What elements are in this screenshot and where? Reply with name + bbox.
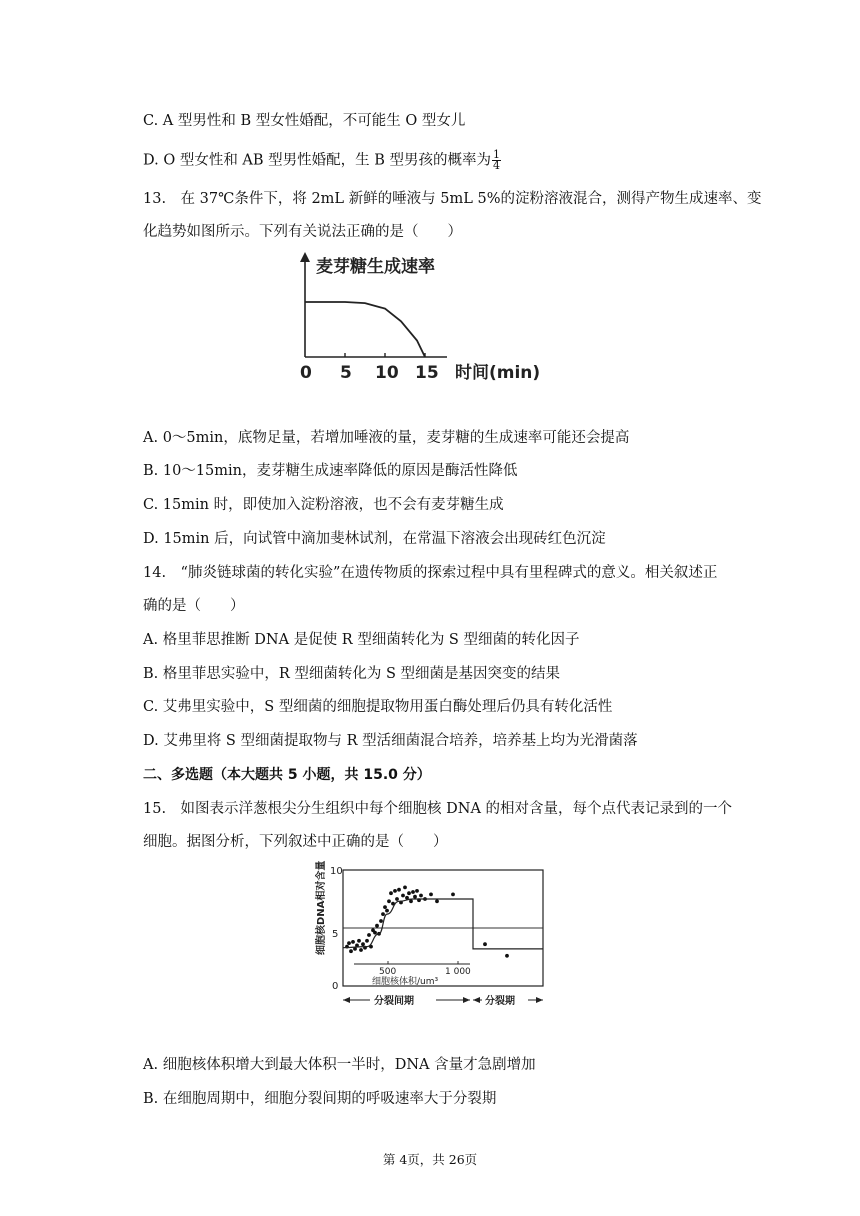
data-point [385, 909, 389, 913]
y-axis-label: 细胞核DNA相对含量 [316, 860, 327, 955]
q14-option-b: B. 格里菲思实验中，R 型细菌转化为 S 型细菌是基因突变的结果 [143, 666, 561, 682]
q15-option-b: B. 在细胞周期中，细胞分裂间期的呼吸速率大于分裂期 [143, 1091, 497, 1107]
data-point [375, 924, 379, 928]
data-point [505, 954, 509, 958]
data-point [419, 894, 423, 898]
q15-chart [310, 860, 555, 1015]
data-point [411, 890, 415, 894]
data-point [357, 939, 361, 943]
page-footer: 第 4页，共 26页 [382, 1152, 478, 1167]
data-point [403, 886, 407, 890]
q12-option-d-text: D. O 型女性和 AB 型男性婚配，生 B 型男孩的概率为 [143, 152, 492, 169]
arrowhead [343, 997, 350, 1003]
data-point [451, 893, 455, 897]
data-point [389, 891, 393, 895]
data-point [387, 899, 391, 903]
fraction [492, 150, 501, 171]
arrowhead [463, 997, 470, 1003]
x-tick-label: 5 [340, 363, 352, 383]
section-heading: 二、多选题（本大题共 5 小题，共 15.0 分） [143, 767, 431, 783]
arrowhead [473, 997, 480, 1003]
q14-option-c: C. 艾弗里实验中，S 型细菌的细胞提取物用蛋白酶处理后仍具有转化活性 [143, 699, 613, 715]
data-point [435, 899, 439, 903]
y-axis-label: 麦芽糖生成速率 [316, 257, 435, 277]
data-point [393, 889, 397, 893]
data-point [361, 942, 365, 946]
q13-option-d: D. 15min 后，向试管中滴加斐林试剂，在常温下溶液会出现砖红色沉淀 [143, 531, 606, 547]
q13-chart [292, 250, 562, 390]
data-point [351, 940, 355, 944]
x-tick-label: 10 [375, 363, 399, 383]
q14-stem-line2: 确的是（ ） [143, 598, 245, 614]
fraction-numerator: 1 [493, 148, 501, 161]
data-point [409, 899, 413, 903]
x-tick-label: 15 [415, 363, 439, 383]
data-point [359, 948, 363, 952]
q12-option-d [143, 150, 501, 171]
phase-label-interphase: 分裂间期 [374, 996, 414, 1007]
q15-stem-line1: 15. 如图表示洋葱根尖分生组织中每个细胞核 DNA 的相对含量，每个点代表记录到的一个 [143, 801, 733, 817]
y-axis-arrow [300, 252, 310, 262]
q13-stem-line1: 13. 在 37℃条件下，将 2mL 新鲜的唾液与 5mL 5%的淀粉溶液混合，测得产物生成速率、变 [143, 191, 762, 207]
q15-stem-line2: 细胞。据图分析，下列叙述中正确的是（ ） [143, 834, 448, 850]
q14-stem-line1: 14. “肺炎链球菌的转化实验”在遗传物质的探索过程中具有里程碑式的意义。相关叙述正 [143, 565, 718, 581]
inset-tick-label: 1 000 [445, 967, 471, 977]
x-tick-label: 0 [300, 363, 312, 383]
q13-stem-line2: 化趋势如图所示。下列有关说法正确的是（ ） [143, 224, 462, 240]
phase-label-mitosis: 分裂期 [485, 996, 515, 1007]
data-point [429, 893, 433, 897]
data-point [349, 949, 353, 953]
rate-curve [305, 302, 425, 357]
q13-option-a: A. 0～5min，底物足量，若增加唾液的量，麦芽糖的生成速率可能还会提高 [143, 430, 630, 446]
inset-x-label: 细胞核体积/um³ [372, 977, 439, 987]
y-tick-label: 5 [332, 929, 339, 940]
data-point [413, 895, 417, 899]
data-point [483, 942, 487, 946]
step-line [443, 899, 543, 949]
data-point [415, 889, 419, 893]
q13-option-b: B. 10～15min，麦芽糖生成速率降低的原因是酶活性降低 [143, 463, 518, 479]
data-point [367, 933, 371, 937]
y-tick-label: 10 [330, 866, 343, 877]
data-point [401, 894, 405, 898]
data-point [383, 905, 387, 909]
q14-option-d: D. 艾弗里将 S 型细菌提取物与 R 型活细菌混合培养，培养基上均为光滑菌落 [143, 733, 638, 749]
data-point [407, 891, 411, 895]
data-point [381, 912, 385, 916]
q12-option-c: C. A 型男性和 B 型女性婚配，不可能生 O 型女儿 [143, 113, 466, 129]
y-tick-label: 0 [332, 981, 339, 992]
q15-option-a: A. 细胞核体积增大到最大体积一半时，DNA 含量才急剧增加 [143, 1057, 536, 1073]
data-point [379, 919, 383, 923]
data-point [373, 931, 377, 935]
data-point [347, 941, 351, 945]
inset-tick-label: 500 [379, 967, 397, 977]
data-point [395, 897, 399, 901]
q14-option-a: A. 格里菲思推断 DNA 是促使 R 型细菌转化为 S 型细菌的转化因子 [143, 632, 580, 648]
data-point [397, 888, 401, 892]
fraction-denominator: 4 [493, 159, 501, 172]
q13-option-c: C. 15min 时，即使加入淀粉溶液，也不会有麦芽糖生成 [143, 497, 504, 513]
data-point [365, 939, 369, 943]
x-axis-label: 时间(min) [455, 363, 541, 383]
arrowhead [536, 997, 543, 1003]
